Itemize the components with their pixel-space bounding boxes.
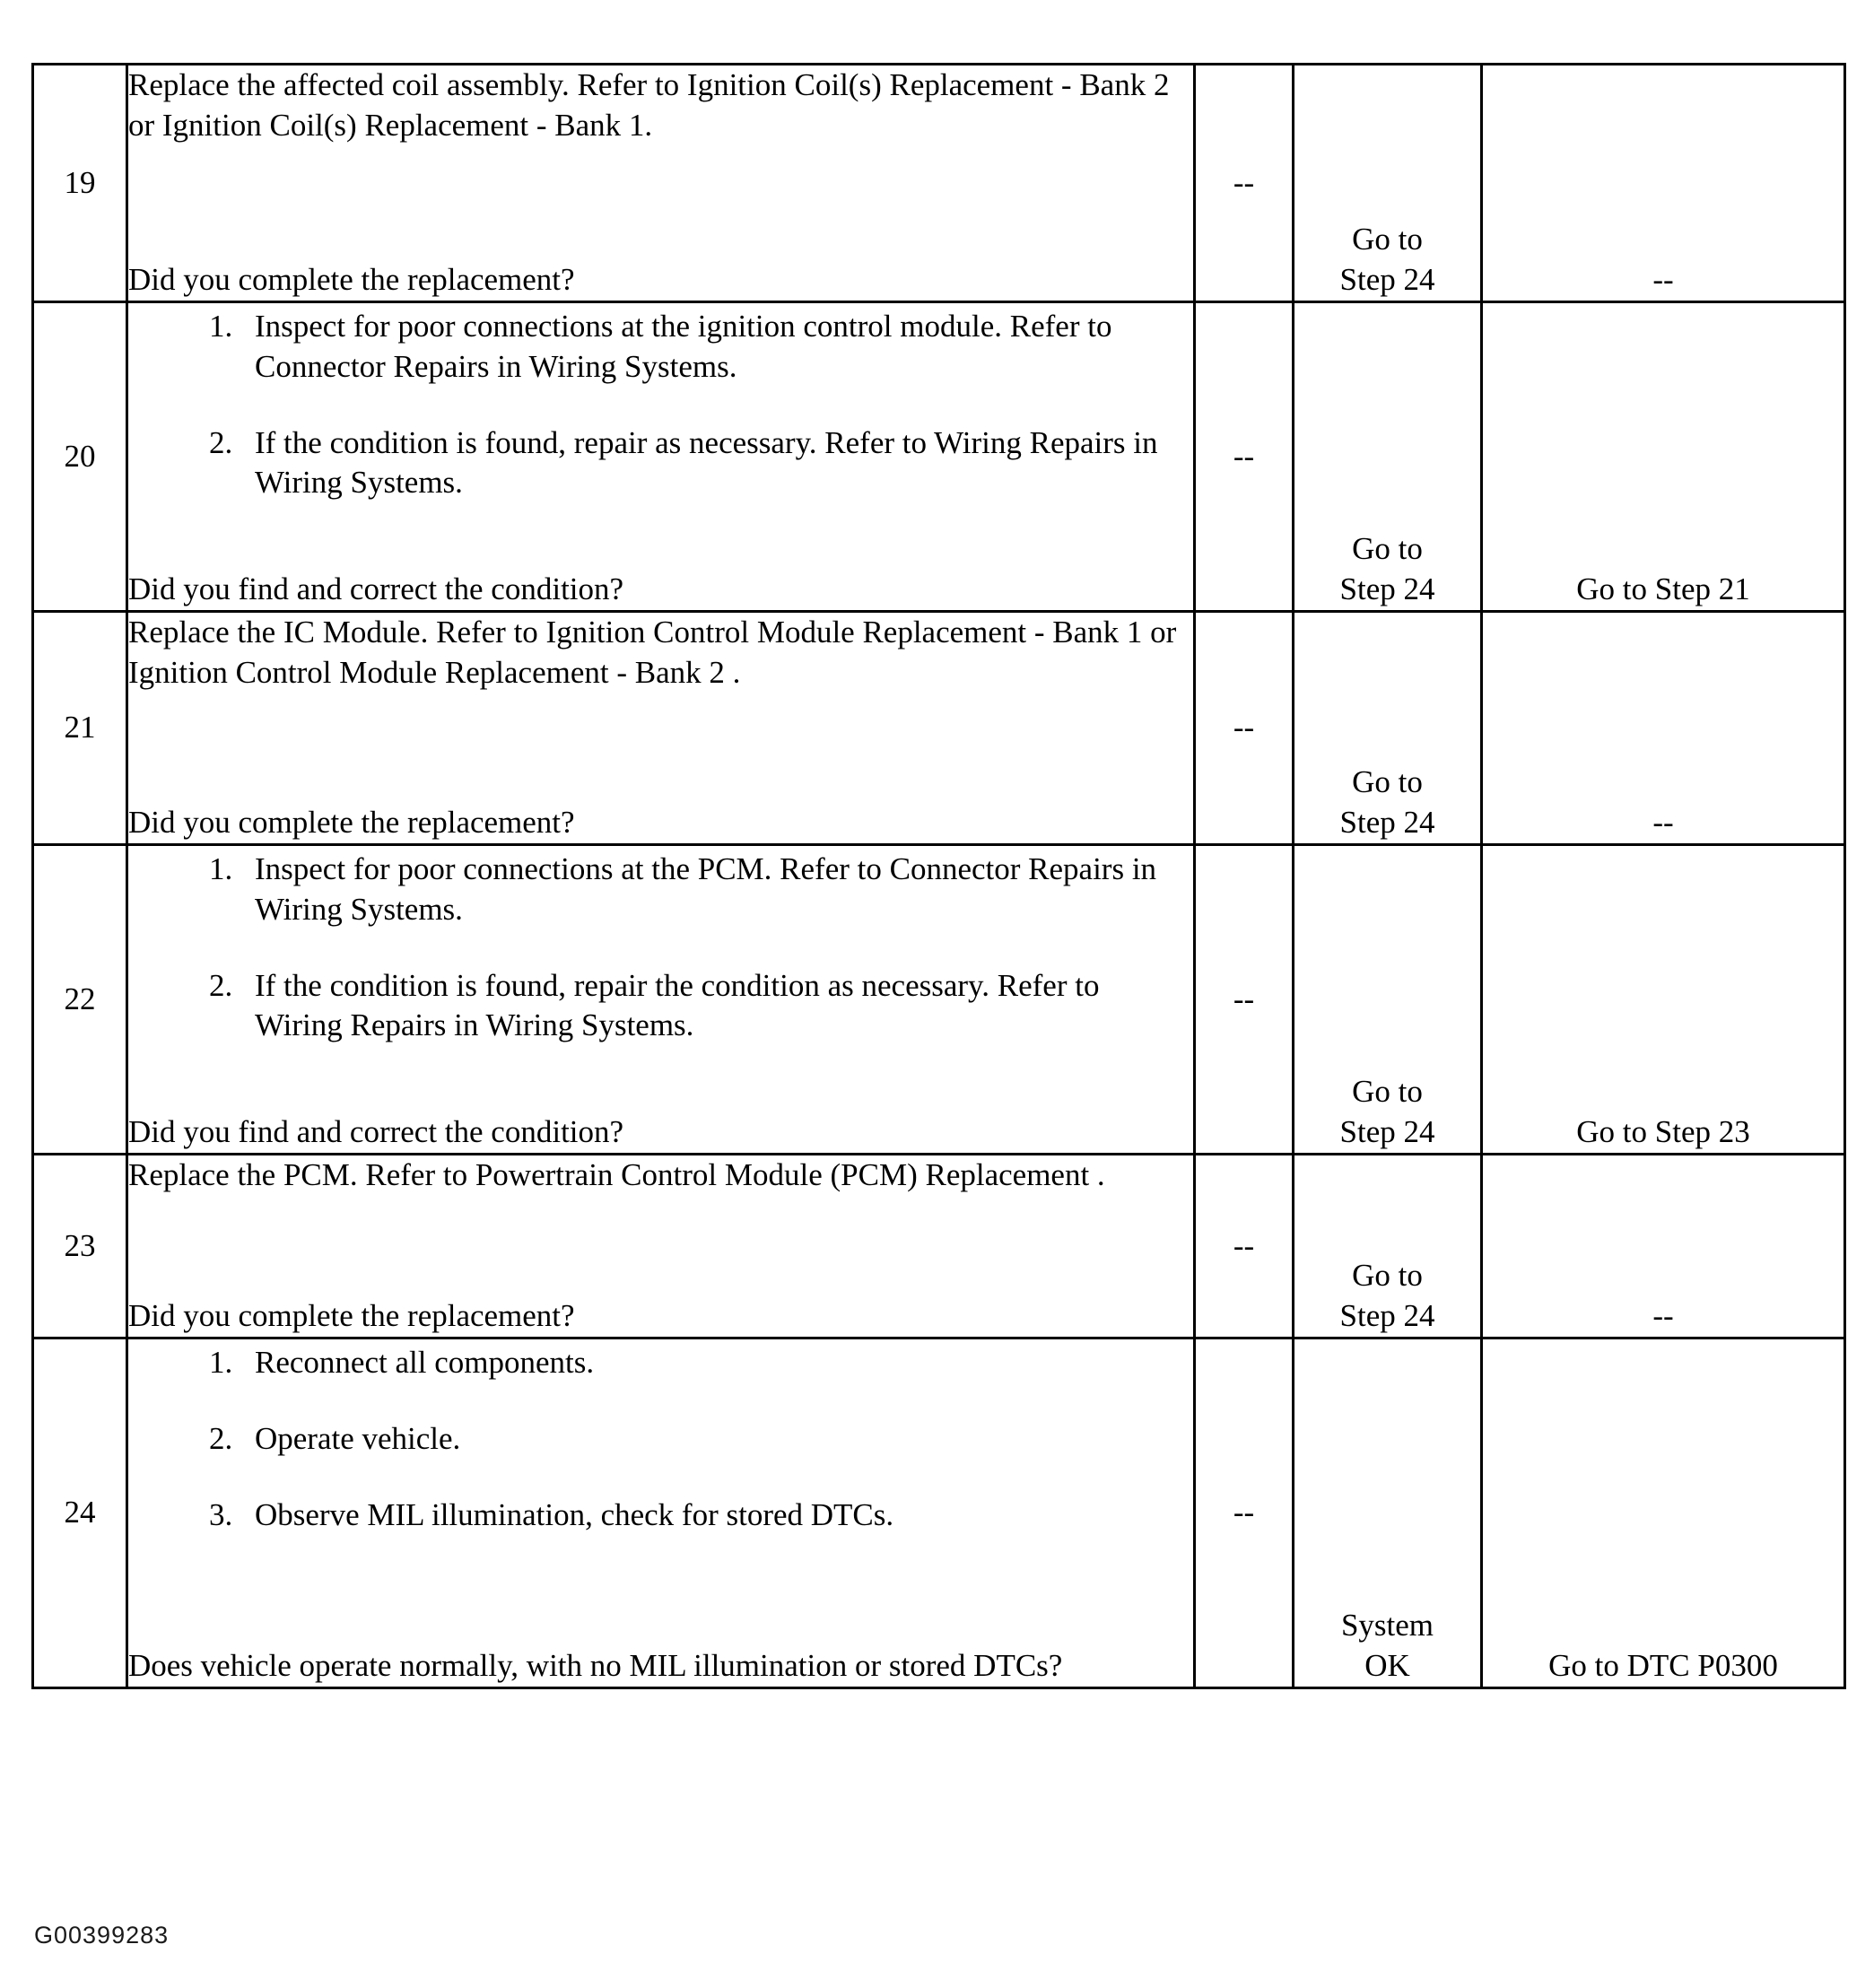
- yes-cell: [1294, 612, 1482, 845]
- no-cell: [1482, 845, 1845, 1155]
- figure-id: G00399283: [34, 1922, 170, 1949]
- question-text: Did you complete the replacement?: [128, 1298, 575, 1334]
- yes-text-line: Step 24: [1339, 262, 1435, 298]
- step-number: 24: [64, 1495, 96, 1530]
- yes-text-line: Step 24: [1339, 1298, 1435, 1334]
- action-steps-list: [128, 850, 1193, 1046]
- no-text: --: [1652, 805, 1674, 841]
- value-cell: [1195, 612, 1294, 845]
- no-text: Go to Step 21: [1576, 571, 1750, 607]
- yes-cell: [1294, 1155, 1482, 1338]
- no-text: Go to DTC P0300: [1548, 1648, 1778, 1684]
- yes-text-line: System: [1340, 1608, 1434, 1644]
- table-row: [33, 845, 1845, 1155]
- step-cell: [33, 65, 127, 302]
- step-number: 21: [64, 710, 96, 746]
- action-step-item: 3. Observe MIL illumination, check for stored DTCs.: [240, 1495, 1193, 1536]
- question-text: Does vehicle operate normally, with no MIL illumination or stored DTCs?: [128, 1648, 1063, 1684]
- table-row: [33, 612, 1845, 845]
- yes-cell: [1294, 302, 1482, 612]
- value-text: --: [1233, 164, 1255, 200]
- no-text: Go to Step 23: [1576, 1114, 1750, 1150]
- yes-cell: [1294, 845, 1482, 1155]
- no-text: --: [1652, 262, 1674, 298]
- yes-text-line: Go to: [1352, 531, 1423, 567]
- value-cell: [1195, 1155, 1294, 1338]
- action-text: Replace the IC Module. Refer to Ignition Control Module Replacement - Bank 1 or Ignition Control Module Replacement - Bank 2 .: [128, 615, 1177, 690]
- action-steps-list: [128, 307, 1193, 503]
- value-text: --: [1233, 1495, 1255, 1530]
- no-cell: [1482, 612, 1845, 845]
- yes-text-line: Step 24: [1339, 1114, 1435, 1150]
- step-cell: [33, 1338, 127, 1688]
- no-cell: [1482, 302, 1845, 612]
- action-steps-list: [128, 1343, 1193, 1535]
- question-text: Did you find and correct the condition?: [128, 1114, 624, 1150]
- value-text: --: [1233, 710, 1255, 746]
- action-step-item: 2. If the condition is found, repair as necessary. Refer to Wiring Repairs in Wiring Systems.: [240, 423, 1193, 504]
- action-cell: [127, 65, 1195, 302]
- value-text: --: [1233, 981, 1255, 1016]
- action-cell: [127, 1338, 1195, 1688]
- action-step-item: 2. If the condition is found, repair the condition as necessary. Refer to Wiring Repairs in Wiring Systems.: [240, 966, 1193, 1047]
- question-text: Did you find and correct the condition?: [128, 571, 624, 607]
- yes-text-line: Step 24: [1339, 571, 1435, 607]
- value-cell: [1195, 65, 1294, 302]
- step-number: 20: [64, 438, 96, 474]
- step-cell: [33, 302, 127, 612]
- action-text: Replace the PCM. Refer to Powertrain Control Module (PCM) Replacement .: [128, 1157, 1105, 1192]
- action-step-item: 1. Reconnect all components.: [240, 1343, 1193, 1383]
- yes-text-line: Go to: [1352, 1074, 1423, 1110]
- value-text: --: [1233, 438, 1255, 474]
- action-cell: [127, 1155, 1195, 1338]
- no-cell: [1482, 1338, 1845, 1688]
- action-cell: [127, 845, 1195, 1155]
- value-text: --: [1233, 1227, 1255, 1263]
- action-step-item: 1. Inspect for poor connections at the ignition control module. Refer to Connector Repairs in Wiring Systems.: [240, 307, 1193, 388]
- step-number: 23: [64, 1227, 96, 1263]
- table-row: [33, 1155, 1845, 1338]
- step-cell: [33, 845, 127, 1155]
- value-cell: [1195, 1338, 1294, 1688]
- action-text: Replace the affected coil assembly. Refer to Ignition Coil(s) Replacement - Bank 2 or Ignition Coil(s) Replacement - Bank 1.: [128, 67, 1170, 143]
- diagnostic-procedure-table: [31, 63, 1846, 1689]
- question-text: Did you complete the replacement?: [128, 805, 575, 841]
- table-row: [33, 65, 1845, 302]
- action-step-item: 2. Operate vehicle.: [240, 1419, 1193, 1460]
- step-number: 22: [64, 981, 96, 1016]
- yes-text-line: Go to: [1352, 764, 1423, 800]
- value-cell: [1195, 302, 1294, 612]
- no-text: --: [1652, 1298, 1674, 1334]
- no-cell: [1482, 1155, 1845, 1338]
- question-text: Did you complete the replacement?: [128, 262, 575, 298]
- yes-cell: [1294, 65, 1482, 302]
- step-cell: [33, 1155, 127, 1338]
- no-cell: [1482, 65, 1845, 302]
- value-cell: [1195, 845, 1294, 1155]
- yes-text-line: Step 24: [1339, 805, 1435, 841]
- action-cell: [127, 612, 1195, 845]
- step-number: 19: [64, 164, 96, 200]
- yes-text-line: Go to: [1352, 1258, 1423, 1294]
- yes-cell: [1294, 1338, 1482, 1688]
- step-cell: [33, 612, 127, 845]
- yes-text-line: OK: [1364, 1648, 1410, 1684]
- action-cell: [127, 302, 1195, 612]
- action-step-item: 1. Inspect for poor connections at the PCM. Refer to Connector Repairs in Wiring Systems.: [240, 850, 1193, 930]
- table-row: [33, 1338, 1845, 1688]
- table-row: [33, 302, 1845, 612]
- yes-text-line: Go to: [1352, 222, 1423, 257]
